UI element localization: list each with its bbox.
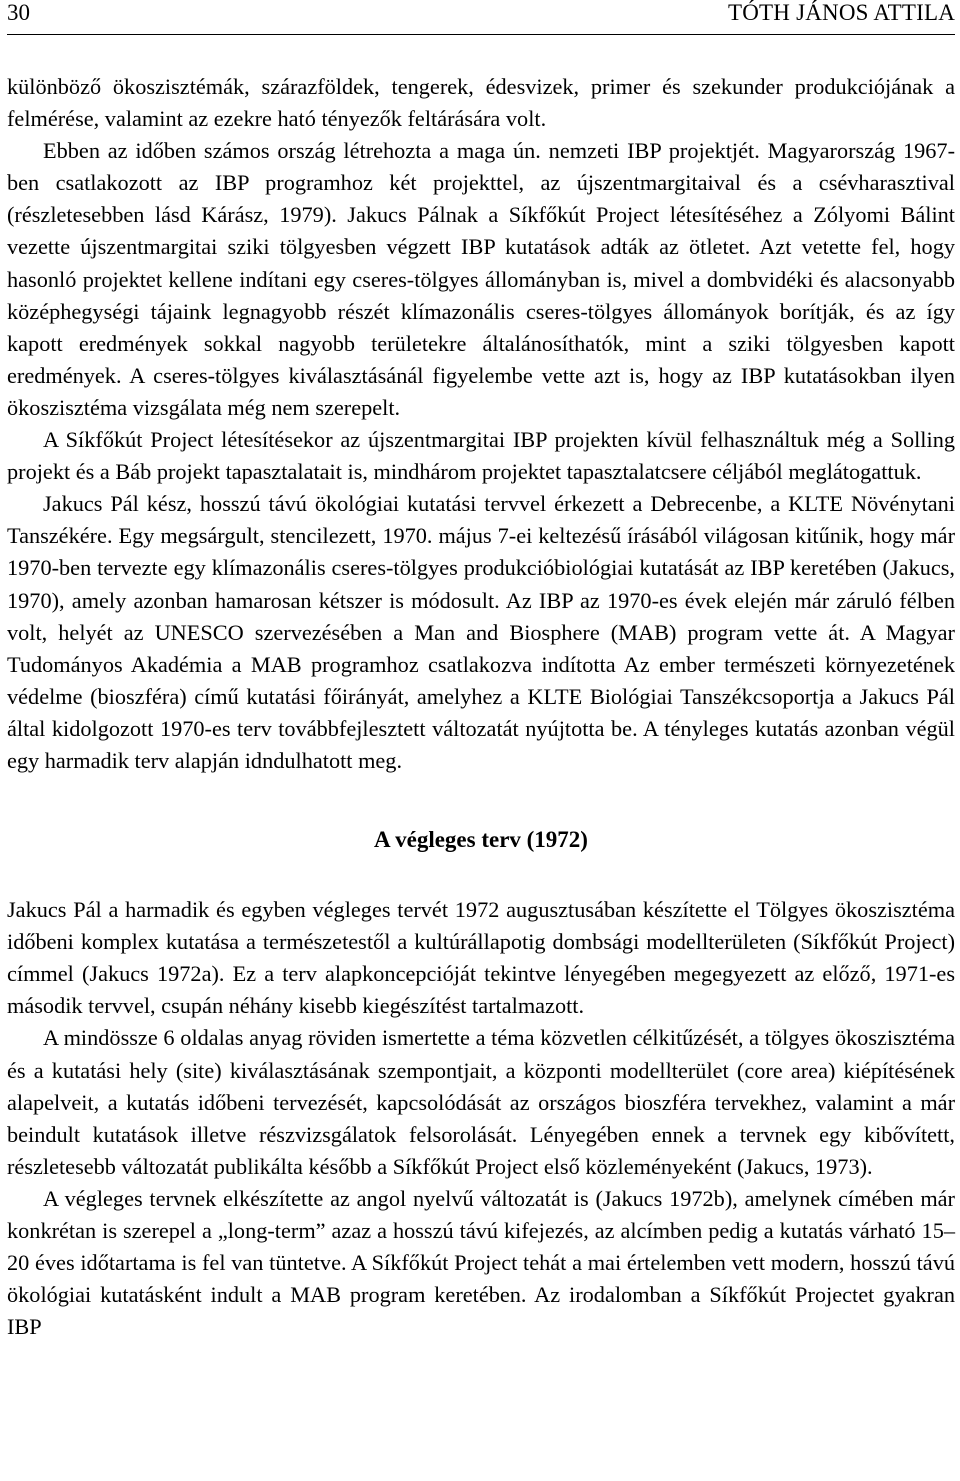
running-header [7, 0, 955, 35]
paragraph: Jakucs Pál a harmadik és egyben végleges tervét 1972 augusztusában készítette el Tölgyes ökoszisztéma időbeni komplex kutatása a természetestől a kultúrállapotig dombsági modellterületen (Síkfőkút Project) címmel (Jakucs 1972a). Ez a terv alapkoncepcióját tekintve lényegében megegyezett az előző, 1971-es második tervvel, csupán néhány kisebb kiegészítést tartalmazott. [7, 897, 955, 1019]
paragraph-continued: különböző ökoszisztémák, szárazföldek, tengerek, édesvizek, primer és szekunder produkciójának a felmérése, valamint az ezekre ható tényezők feltárására volt. [7, 74, 955, 132]
body-text [7, 71, 955, 1343]
running-title: TÓTH JÁNOS ATTILA [728, 0, 955, 25]
paragraph: A végleges tervnek elkészítette az angol nyelvű változatát is (Jakucs 1972b), amelynek címében már konkrétan is szerepel a „long-term” azaz a hosszú távú kifejezés, az alcímben pedig a kutatás várható 15–20 éves időtartama is fel van tüntetve. A Síkfőkút Project tehát a mai értelemben vett modern, hosszú távú ökológiai kutatásként indult a MAB program keretében. Az irodalomban a Síkfőkút Projectet gyakran IBP [7, 1185, 955, 1340]
paragraph: Ebben az időben számos ország létrehozta a maga ún. nemzeti IBP projektjét. Magyarország 1967-ben csatlakozott az IBP programhoz két projekttel, az újszentmargitaival és a csévharasztival (részletesebben lásd Kárász, 1979). Jakucs Pálnak a Síkfőkút Project létesítéséhez a Zólyomi Bálint vezette újszentmargitai sziki tölgyesben végzett IBP kutatások adták az ötletet. Azt vetette fel, hogy hasonló projektet kellene indítani egy cseres-tölgyes állományban is, mivel a dombvidéki és alacsonyabb középhegységi tájaink legnagyobb részét klímazonális cseres-tölgyes állományok borítják, és az így kapott eredmények sokkal nagyobb területekre általánosíthatók, mint a sziki tölgyesben kapott eredmények. A cseres-tölgyes kiválasztásánál figyelembe vette azt is, hogy az IBP kutatásokban ilyen ökoszisztéma vizsgálata még nem szerepelt. [7, 138, 955, 420]
paragraph: Jakucs Pál kész, hosszú távú ökológiai kutatási tervvel érkezett a Debrecenbe, a KLTE Növénytani Tanszékére. Egy megsárgult, stencilezett, 1970. május 7-ei keltezésű írásából világosan kitűnik, hogy már 1970-ben tervezte egy klímazonális cseres-tölgyes produkcióbiológiai kutatását az IBP keretében (Jakucs, 1970), amely azonban hamarosan kétszer is módosult. Az IBP az 1970-es évek elején már záruló félben volt, helyét az UNESCO szervezésében a Man and Biosphere (MAB) program vette át. A Magyar Tudományos Akadémia a MAB programhoz csatlakozva indította Az ember természeti környezetének védelme (bioszféra) című kutatási főirányát, amelyhez a KLTE Biológiai Tanszékcsoportja a Jakucs Pál által kidolgozott 1970-es terv továbbfejlesztett változatát nyújtotta be. A tényleges kutatás azonban végül egy harmadik terv alapján idndulhatott meg. [7, 491, 955, 773]
page-number: 30 [7, 0, 30, 25]
section-heading: A végleges terv (1972) [374, 827, 588, 853]
paragraph: A mindössze 6 oldalas anyag röviden ismertette a téma közvetlen célkitűzését, a tölgyes ökoszisztéma és a kutatási hely (site) kiválasztásának szempontjait, a központi modellterület (core area) kiépítésének alapelveit, a kutatás időbeni tervezését, kapcsolódását az országos bioszféra tervekhez, valamint a már beindult kutatások illetve részvizsgálatok felsorolását. Lényegében ennek a tervnek egy kibővített, részletesebb változatát publikálta később a Síkfőkút Project első közleményeként (Jakucs, 1973). [7, 1025, 955, 1179]
paragraph: A Síkfőkút Project létesítésekor az újszentmargitai IBP projekten kívül felhasználtuk még a Solling projekt és a Báb projekt tapasztalatait is, mindhárom projektet tapasztalatcsere céljából meglátogattuk. [7, 427, 955, 485]
